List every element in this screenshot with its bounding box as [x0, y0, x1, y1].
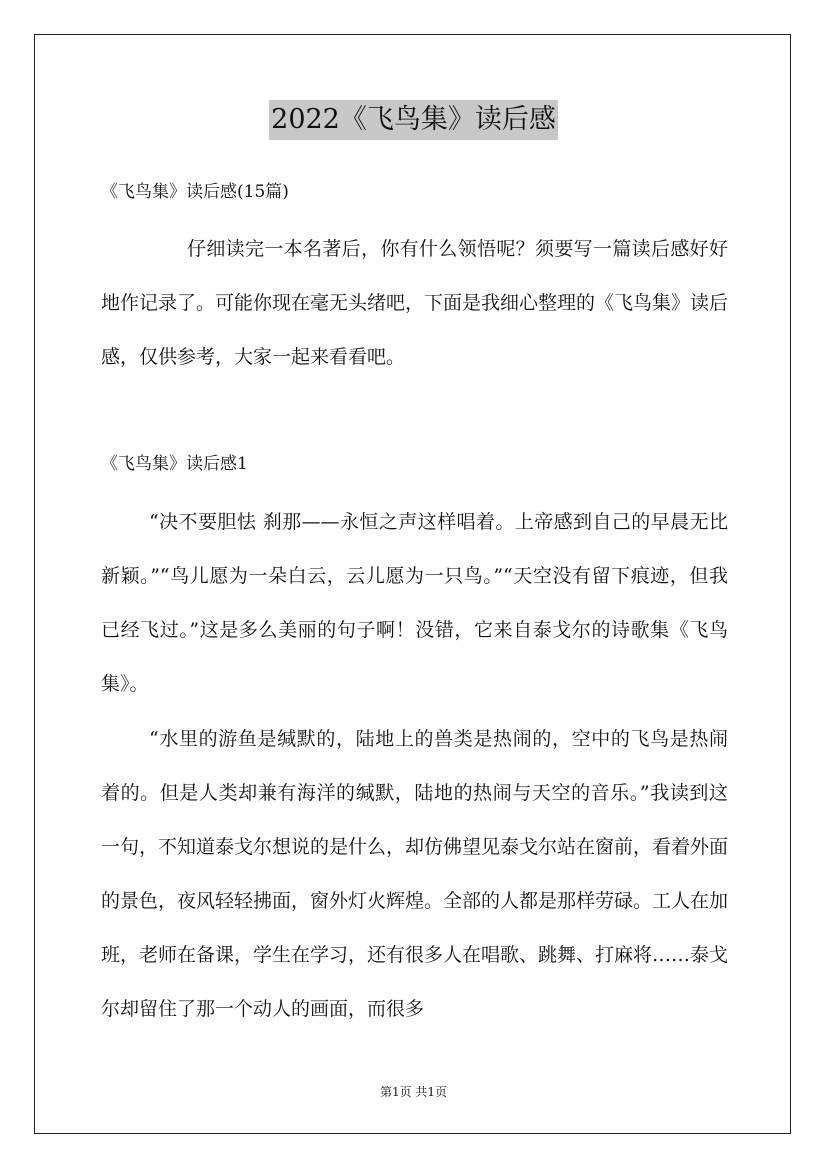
- intro-paragraph: 仔细读完一本名著后，你有什么领悟呢？须要写一篇读后感好好地作记录了。可能你现在毫无头绪吧，下面是我细心整理的《飞鸟集》读后感，仅供参考，大家一起来看看吧。: [101, 238, 729, 368]
- page-footer: 第1页 共1页: [379, 1085, 448, 1099]
- section-heading: 《飞鸟集》读后感1: [101, 454, 248, 474]
- body-paragraph-2: “水里的游鱼是缄默的，陆地上的兽类是热闹的，空中的飞鸟是热闹着的。但是人类却兼有海洋的缄默，陆地的热闹与天空的音乐。”我读到这一句，不知道泰戈尔想说的是什么，却仿佛望见泰戈尔站在窗前，看着外面的景色，夜风轻轻拂面，窗外灯火辉煌。全部的人都是那样劳碌。工人在加班，老师在备课，学生在学习，还有很多人在唱歌、跳舞、打麻将……泰戈尔却留住了那一个动人的画面，而很多: [101, 728, 729, 1020]
- document-title: 2022《飞鸟集》读后感: [269, 100, 558, 140]
- document-subtitle: 《飞鸟集》读后感(15篇): [101, 182, 289, 202]
- title-wrapper: [0, 100, 827, 140]
- body-paragraph-1: “决不要胆怯 刹那——永恒之声这样唱着。上帝感到自己的早晨无比新颖。”“鸟儿愿为一朵白云，云儿愿为一只鸟。”“天空没有留下痕迹，但我已经飞过。”这是多么美丽的句子啊！没错，它来自泰戈尔的诗歌集《飞鸟集》。: [101, 511, 728, 695]
